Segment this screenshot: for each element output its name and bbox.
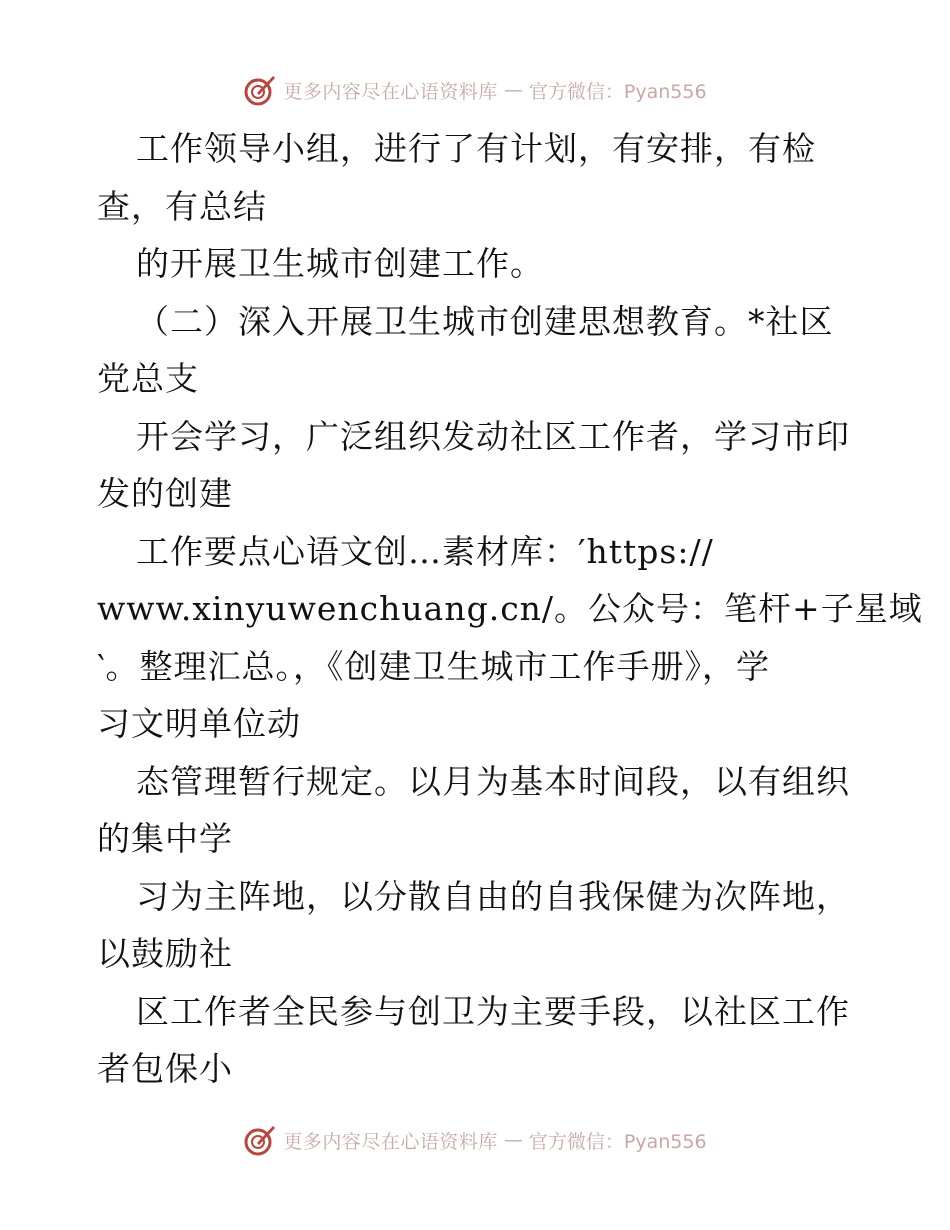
body-line: 开会学习，广泛组织发动社区工作者，学习市印	[136, 416, 850, 456]
body-line: 工作要点心语文创…素材库：′https://	[136, 531, 714, 571]
body-line: 的集中学	[97, 819, 233, 858]
watermark-separator: —	[503, 79, 523, 101]
watermark-separator: —	[503, 1129, 523, 1151]
body-line: 习为主阵地，以分散自由的自我保健为次阵地，	[136, 876, 850, 916]
quill-pen-logo-icon	[243, 73, 277, 107]
body-line: 区工作者全民参与创卫为主要手段，以社区工作	[136, 991, 850, 1031]
header-watermark	[0, 70, 950, 110]
body-line: 发的创建	[97, 474, 233, 513]
footer-watermark	[0, 1120, 950, 1160]
body-line: 以鼓励社	[97, 934, 233, 973]
watermark-account: 官方微信：Pyan556	[528, 1130, 707, 1153]
body-line: ‵。整理汇总。，《创建卫生城市工作手册》，学	[97, 646, 770, 686]
document-body	[97, 120, 923, 1098]
watermark-account: 官方微信：Pyan556	[528, 80, 707, 103]
body-line: 党总支	[97, 359, 199, 398]
quill-pen-logo-icon	[243, 1123, 277, 1157]
body-line: www.xinyuwenchuang.cn/。公众号：笔杆+子星域	[97, 589, 923, 628]
watermark-text: 更多内容尽在心语资料库	[283, 80, 498, 103]
body-line: （二）深入开展卫生城市创建思想教育。*社区	[136, 301, 834, 341]
body-line: 态管理暂行规定。以月为基本时间段，以有组织	[136, 761, 850, 801]
watermark-text: 更多内容尽在心语资料库	[283, 1130, 498, 1153]
body-line: 的开展卫生城市创建工作。	[136, 244, 544, 283]
body-line: 工作领导小组，进行了有计划，有安排，有检	[136, 129, 816, 168]
body-line: 者包保小	[97, 1049, 233, 1088]
body-line: 习文明单位动	[97, 704, 301, 743]
body-line: 查，有总结	[97, 186, 267, 226]
